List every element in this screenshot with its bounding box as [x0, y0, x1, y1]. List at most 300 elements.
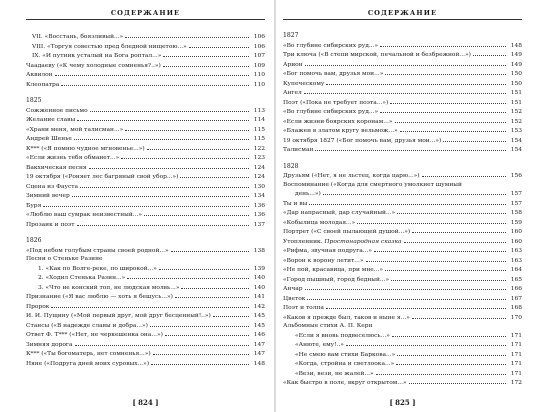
toc-entry-title-text: «Не смею вам стихи Баркова...» — [295, 351, 396, 358]
year-heading: 1828 — [283, 162, 299, 170]
dot-leader — [163, 61, 249, 67]
toc-entry-title — [283, 228, 410, 237]
toc-entry[interactable] — [283, 237, 522, 247]
toc-entry[interactable] — [26, 264, 265, 274]
dot-leader — [74, 134, 249, 140]
toc-entry-title — [283, 266, 383, 275]
toc-entry-title — [26, 62, 161, 71]
toc-entry-title-text: «Кобылица молодая...» — [283, 219, 356, 226]
toc-entry-title — [26, 145, 145, 154]
toc-entry-title-text: Арион — [283, 61, 303, 68]
toc-page-number: 157 — [510, 191, 522, 197]
toc-entry[interactable] — [26, 321, 265, 331]
toc-entry-title — [283, 322, 373, 331]
toc-entry[interactable] — [283, 126, 522, 136]
toc-entry[interactable] — [283, 294, 522, 304]
toc-entry-title-text: Андрей Шенье — [26, 136, 72, 142]
toc-entry-title — [283, 181, 462, 190]
toc-page-number: 139 — [253, 265, 265, 272]
dot-leader — [153, 349, 249, 355]
toc-entry[interactable] — [283, 50, 522, 60]
toc-page-number: 149 — [510, 52, 522, 58]
toc-entry-title — [26, 247, 169, 256]
toc-entry[interactable] — [283, 340, 522, 350]
page-number-left: [ 824 ] — [132, 398, 159, 407]
toc-entry-title — [26, 360, 149, 369]
toc-entry-title-text: Сцена из Фауста — [26, 183, 79, 190]
toc-entry[interactable] — [26, 106, 265, 116]
toc-entry-title — [26, 312, 211, 321]
toc-entry-title-text: «Во глубине сибирских руд...» — [283, 109, 379, 115]
toc-entry-title — [283, 51, 471, 60]
dot-leader — [77, 220, 250, 226]
dot-leader — [89, 163, 249, 169]
toc-entry[interactable] — [26, 273, 265, 283]
dot-leader — [422, 171, 506, 177]
dot-leader — [127, 273, 249, 279]
dot-leader — [412, 227, 506, 233]
toc-entry[interactable] — [283, 256, 522, 266]
toc-entry[interactable] — [26, 32, 265, 42]
toc-right — [283, 32, 522, 388]
toc-page-number: 152 — [510, 118, 522, 125]
toc-entry[interactable] — [283, 189, 522, 199]
toc-entry[interactable] — [26, 42, 265, 52]
page-header-left: СОДЕРЖАНИЕ — [110, 9, 181, 17]
dot-leader — [309, 199, 506, 205]
toc-entry[interactable] — [26, 115, 265, 125]
toc-entry-title-text: «Каков я прежде был, таков и ныне я...» — [283, 314, 410, 321]
toc-entry-title-text: «Если я вновь подвеселюсь...» — [295, 332, 390, 339]
toc-page-number: 163 — [510, 257, 522, 264]
toc-entry-title-text: Утопленник. — [283, 238, 325, 245]
dot-leader — [151, 359, 249, 365]
toc-entry-title — [283, 285, 303, 294]
toc-entry[interactable] — [26, 153, 265, 163]
toc-page-number: 145 — [253, 313, 265, 319]
toc-entry-title — [26, 331, 163, 340]
toc-entry-title-text: «Если жизни боярских коронам...» — [283, 118, 393, 125]
toc-page-number: 163 — [510, 248, 522, 254]
toc-entry-title — [26, 71, 53, 80]
dot-leader — [315, 145, 506, 151]
toc-page-number: 166 — [510, 286, 522, 292]
toc-entry-title — [283, 172, 420, 181]
dot-leader — [180, 172, 249, 178]
toc-page-number: 170 — [510, 314, 522, 321]
toc-page-number: 140 — [253, 284, 265, 291]
toc-entry-title-text: Купеческому — [283, 80, 325, 87]
toc-entry[interactable] — [26, 340, 265, 350]
toc-entry-title — [26, 211, 142, 220]
dot-leader — [175, 292, 249, 298]
toc-entry-title-text: «Как быстро в поле, вкруг открытом...» — [283, 380, 407, 386]
toc-entry[interactable] — [283, 331, 522, 341]
toc-entry-title-text: К*** («Я помню чудное мгновенье...») — [26, 145, 145, 152]
dot-leader — [374, 246, 506, 252]
toc-entry-title — [26, 322, 148, 331]
toc-entry-title — [26, 221, 75, 230]
dot-leader — [400, 126, 506, 132]
toc-entry-title — [283, 61, 303, 70]
toc-entry[interactable] — [283, 79, 522, 89]
section-gap — [26, 89, 265, 97]
toc-entry-title — [283, 99, 388, 108]
right-page — [275, 0, 550, 412]
toc-entry-title-text: Ответ Ф. Т*** («Нет, не черкешенка она...») — [26, 332, 163, 338]
dot-leader — [397, 208, 506, 214]
toc-entry-title — [26, 303, 49, 312]
toc-entry-title-text: Сожженное письмо — [26, 107, 88, 114]
toc-entry-title-text: Три ключа («В степи мирской, печальной и безбрежной...») — [283, 52, 471, 58]
dot-leader — [43, 201, 249, 207]
toc-entry-title — [295, 351, 395, 360]
toc-page-number: 164 — [510, 267, 522, 273]
toc-entry-title — [283, 314, 410, 323]
toc-entry-title-text: «Дар напрасный, дар случайный...» — [283, 210, 396, 216]
toc-entry[interactable] — [283, 275, 522, 285]
toc-entry[interactable] — [283, 227, 522, 237]
toc-entry-title-text: 3. «Что не конский топ, не людская молвь...» — [38, 284, 180, 291]
toc-entry-title-text: Желание славы — [26, 117, 76, 123]
toc-page-number: 150 — [510, 71, 522, 77]
toc-entry-title — [26, 173, 178, 182]
toc-entry-title-text: Ты и вы — [283, 200, 308, 207]
toc-entry-title — [283, 276, 389, 285]
toc-entry[interactable] — [283, 359, 522, 369]
toc-entry[interactable] — [283, 98, 522, 108]
dot-leader — [323, 189, 506, 195]
toc-page-number: 153 — [510, 128, 522, 134]
toc-page-number: 156 — [510, 173, 522, 179]
toc-entry[interactable] — [283, 41, 522, 51]
dot-leader — [464, 181, 506, 186]
toc-page-number: 168 — [510, 305, 522, 311]
toc-entry-title-text: Буря — [26, 202, 42, 209]
toc-entry-title — [26, 293, 173, 302]
toc-entry-title-text: Цветок — [283, 295, 306, 302]
toc-page-number: 160 — [510, 238, 522, 245]
toc-entry[interactable] — [26, 246, 265, 256]
toc-entry-title-text: «Вези, вези, не жалей...» — [295, 370, 374, 377]
toc-entry-title — [283, 137, 441, 146]
toc-page-number: 145 — [253, 322, 265, 329]
toc-entry-title — [283, 304, 324, 313]
toc-entry-title — [283, 200, 307, 209]
toc-entry-title-text: Талисман — [283, 147, 314, 153]
toc-entry-title — [283, 146, 313, 155]
toc-page-number: 115 — [253, 126, 265, 133]
toc-page-number: 130 — [253, 183, 265, 190]
toc-entry-title-text: 1. «Как по Волге-реке, по широкой...» — [38, 265, 157, 272]
dot-leader — [443, 136, 506, 142]
toc-entry-title-text: Признание («Я вас люблю — хоть я бешусь...») — [26, 294, 173, 300]
toc-entry[interactable] — [283, 246, 522, 256]
toc-page-number: 106 — [253, 43, 265, 50]
dot-leader — [171, 246, 249, 252]
toc-entry-title — [26, 154, 119, 163]
toc-entry-title — [295, 360, 394, 369]
toc-entry-title — [295, 341, 344, 350]
dot-leader — [61, 80, 249, 86]
toc-page-number: 151 — [510, 90, 522, 96]
toc-page-number: 149 — [510, 61, 522, 68]
toc-group-heading[interactable] — [283, 322, 522, 331]
toc-entry[interactable] — [26, 302, 265, 312]
toc-entry[interactable] — [283, 145, 522, 155]
toc-entry[interactable] — [26, 163, 265, 173]
toc-entry-title-text: Няне («Подруга дней моих суровых...») — [26, 360, 150, 367]
toc-entry-title — [26, 116, 75, 125]
toc-entry-title-text: 19 октября 1827 («Бог помочь вам, друзья мои...») — [283, 137, 442, 144]
toc-entry[interactable] — [283, 60, 522, 70]
dot-leader — [397, 350, 506, 356]
dot-leader — [121, 153, 249, 159]
section-gap — [283, 155, 522, 163]
dot-leader — [404, 237, 507, 243]
toc-entry[interactable] — [26, 172, 265, 182]
toc-entry-title-text: 19 октября («Роняет лес багряный свой убор...») — [26, 174, 179, 180]
toc-entry-title — [32, 43, 187, 52]
toc-entry[interactable] — [26, 70, 265, 80]
dot-leader — [376, 369, 506, 375]
toc-entry-title — [283, 108, 378, 117]
toc-page-number: 115 — [253, 136, 265, 142]
toc-entry[interactable] — [26, 210, 265, 220]
year-heading: 1825 — [26, 97, 42, 104]
toc-entry[interactable] — [26, 61, 265, 71]
toc-entry-title-text: К*** («Ты богоматерь, нет сомненья...») — [26, 351, 151, 357]
toc-page-number: 124 — [253, 174, 265, 180]
header-rule-left — [26, 19, 265, 20]
toc-entry-title-text: И. И. Пущину («Мой первый друг, мой друг бесценный!..») — [26, 313, 211, 319]
year-heading: 1826 — [26, 237, 42, 244]
dot-leader — [55, 70, 249, 76]
dot-leader — [144, 210, 249, 216]
toc-page-number: 122 — [253, 145, 265, 152]
toc-page-number: 154 — [510, 147, 522, 153]
toc-entry-title — [283, 209, 395, 218]
toc-entry-title-text: Стансы («В надежде славы и добра...») — [26, 322, 148, 329]
toc-entry[interactable] — [283, 69, 522, 79]
toc-page-number: 165 — [510, 276, 522, 283]
toc-entry[interactable] — [283, 303, 522, 313]
toc-entry[interactable] — [283, 136, 522, 146]
dot-leader — [307, 294, 506, 300]
toc-entry[interactable] — [26, 311, 265, 321]
header-rule-right — [283, 19, 522, 20]
toc-entry-title-text: «Под небом голубым страны своей родной...» — [26, 247, 169, 254]
dot-leader — [72, 191, 249, 197]
toc-entry[interactable] — [26, 144, 265, 154]
toc-entry[interactable] — [26, 51, 265, 61]
dot-leader — [395, 117, 507, 123]
toc-page-number: 124 — [253, 164, 265, 171]
toc-entry-title — [26, 107, 88, 116]
toc-entry-title-text: Поэт и толпа — [283, 305, 324, 311]
toc-entry-title — [38, 265, 157, 274]
toc-page-number: 109 — [253, 62, 265, 69]
dot-leader — [409, 378, 506, 384]
toc-page-number: 152 — [510, 109, 522, 115]
toc-entry-title — [283, 257, 364, 266]
toc-page-number: 134 — [253, 193, 265, 199]
toc-entry[interactable] — [283, 369, 522, 379]
toc-entry-title-text: «Анюте, ему!..» — [295, 342, 344, 348]
toc-entry-title — [283, 219, 355, 228]
toc-page-number: 172 — [510, 380, 522, 386]
dot-leader — [147, 144, 249, 150]
dot-leader — [163, 51, 249, 57]
dot-leader — [305, 284, 506, 290]
toc-entry[interactable] — [283, 107, 522, 117]
dot-leader — [77, 115, 249, 121]
dot-leader — [326, 79, 506, 85]
toc-entry-title-text: «Не пой, красавица, при мне...» — [283, 267, 384, 273]
toc-page-number: 150 — [510, 80, 522, 87]
dot-leader — [396, 359, 506, 365]
toc-entry[interactable] — [26, 359, 265, 369]
toc-entry-title — [26, 341, 73, 350]
toc-entry-title — [38, 284, 179, 293]
dot-leader — [189, 42, 249, 48]
toc-entry[interactable] — [283, 313, 522, 323]
toc-page-number: 171 — [510, 332, 522, 339]
toc-entry[interactable] — [26, 330, 265, 340]
dot-leader — [385, 69, 506, 75]
toc-entry[interactable] — [283, 265, 522, 275]
dot-leader — [125, 32, 249, 38]
toc-page-number: 142 — [253, 303, 265, 310]
toc-entry-title-text: Альбомные стихи А. П. Керн — [283, 323, 373, 329]
toc-entry[interactable] — [283, 171, 522, 181]
toc-page-number: 148 — [253, 360, 265, 367]
toc-entry-title-text: «Город пышный, город бедный...» — [283, 276, 390, 283]
dot-leader — [346, 340, 506, 346]
toc-entry[interactable] — [26, 283, 265, 293]
toc-page-number: 160 — [510, 229, 522, 235]
toc-entry-title-text: Поэт («Пока не требует поэта...») — [283, 99, 389, 106]
toc-entry-title — [26, 81, 59, 90]
toc-page-number: 136 — [253, 212, 265, 218]
toc-entry[interactable] — [26, 201, 265, 211]
dot-leader — [90, 106, 249, 112]
toc-entry[interactable] — [26, 182, 265, 192]
toc-entry[interactable] — [26, 125, 265, 135]
toc-entry[interactable] — [26, 191, 265, 201]
toc-entry[interactable] — [283, 181, 522, 190]
toc-group-heading[interactable] — [26, 255, 265, 264]
toc-entry-title — [32, 52, 161, 61]
toc-page-number: 147 — [253, 341, 265, 348]
toc-entry-title — [283, 127, 398, 136]
toc-entry-title-text: Аквилон — [26, 72, 53, 78]
toc-entry-title-text: Зимняя дорога — [26, 341, 73, 348]
toc-entry[interactable] — [283, 350, 522, 360]
dot-leader — [385, 265, 506, 271]
toc-entry-title-text: «Во глубине сибирских руд...» — [283, 42, 379, 49]
toc-entry-title-text: IX. «И путник усталый на Бога роптал...» — [32, 53, 162, 59]
dot-leader — [80, 182, 249, 188]
toc-entry[interactable] — [283, 88, 522, 98]
toc-entry[interactable] — [283, 218, 522, 228]
toc-entry[interactable] — [26, 349, 265, 359]
toc-entry-title — [283, 295, 305, 304]
toc-entry-title-text: «Когда, стройна и светлоока...» — [295, 361, 395, 367]
toc-page-number: 151 — [510, 99, 522, 106]
dot-leader — [159, 264, 249, 270]
toc-entry-title — [26, 126, 123, 135]
toc-entry[interactable] — [283, 378, 522, 388]
dot-leader — [75, 340, 250, 346]
toc-entry-title-text: Друзьям («Нет, я не льстец, когда царю...») — [283, 173, 420, 179]
toc-entry-title-text: Портрет («С своей пылающей душой...») — [283, 229, 411, 235]
toc-entry-title-text: «Ворон к ворону летит...» — [283, 257, 364, 264]
toc-entry-title — [283, 118, 393, 127]
toc-entry[interactable] — [26, 134, 265, 144]
toc-entry[interactable] — [26, 220, 265, 230]
toc-entry-title-text: Клеопатра — [26, 81, 60, 88]
dot-leader — [213, 311, 249, 317]
toc-entry-title — [26, 255, 103, 264]
toc-entry-title-text: 2. «Ходил Стенька Разин...» — [38, 275, 126, 281]
toc-entry-title-text: Пророк — [26, 303, 50, 310]
page-number-right: [ 825 ] — [389, 398, 416, 407]
toc-entry[interactable] — [283, 284, 522, 294]
toc-entry-title-text: Вакхическая песня — [26, 164, 87, 171]
toc-entry-title — [283, 238, 402, 247]
toc-page-number: 148 — [510, 42, 522, 49]
toc-entry-title-text: Прозаик и поэт — [26, 221, 75, 228]
toc-page-number: 159 — [510, 219, 522, 226]
toc-page-number: 136 — [253, 202, 265, 209]
toc-page-number: 171 — [510, 342, 522, 348]
toc-page-number: 171 — [510, 361, 522, 367]
toc-entry[interactable] — [283, 117, 522, 127]
toc-page-number: 157 — [510, 200, 522, 207]
toc-entry-title-text: «Рифма, звучная подруга...» — [283, 248, 373, 254]
toc-page-number: 171 — [510, 370, 522, 377]
toc-entry-title — [283, 379, 407, 388]
toc-page-number: 113 — [253, 107, 265, 114]
toc-page-number: 154 — [510, 137, 522, 144]
toc-entry-title-text: «Если жизнь тебя обманет...» — [26, 155, 120, 161]
toc-entry-title — [295, 332, 390, 341]
toc-entry[interactable] — [26, 292, 265, 302]
dot-leader — [125, 125, 249, 131]
dot-leader — [305, 60, 506, 66]
toc-entry-title-text: «Люблю ваш сумрак неизвестный...» — [26, 212, 142, 218]
toc-entry-title-text: «Храни меня, мой талисман...» — [26, 126, 124, 133]
toc-entry-title — [32, 33, 123, 42]
dot-leader — [473, 50, 506, 56]
toc-entry[interactable] — [283, 208, 522, 218]
toc-entry-title — [26, 192, 70, 201]
toc-entry[interactable] — [283, 199, 522, 209]
toc-page-number: 110 — [253, 72, 265, 78]
toc-page-number: 123 — [253, 155, 265, 161]
dot-leader — [51, 302, 249, 308]
toc-entry-title — [26, 164, 87, 173]
toc-entry-title — [283, 89, 302, 98]
toc-entry-title-text: Чаадаеву («К чему холодные сомненья?..») — [26, 62, 161, 69]
toc-entry-title — [26, 183, 78, 192]
toc-page-number: 114 — [253, 117, 265, 123]
toc-entry-title-text: «Бог помочь вам, друзья мои...» — [283, 71, 384, 77]
toc-entry-title-text: Зимний вечер — [26, 193, 70, 199]
toc-entry[interactable] — [26, 80, 265, 90]
toc-entry-title-text: Воспоминание («Когда для смертного умолкнет шумный — [283, 181, 462, 188]
